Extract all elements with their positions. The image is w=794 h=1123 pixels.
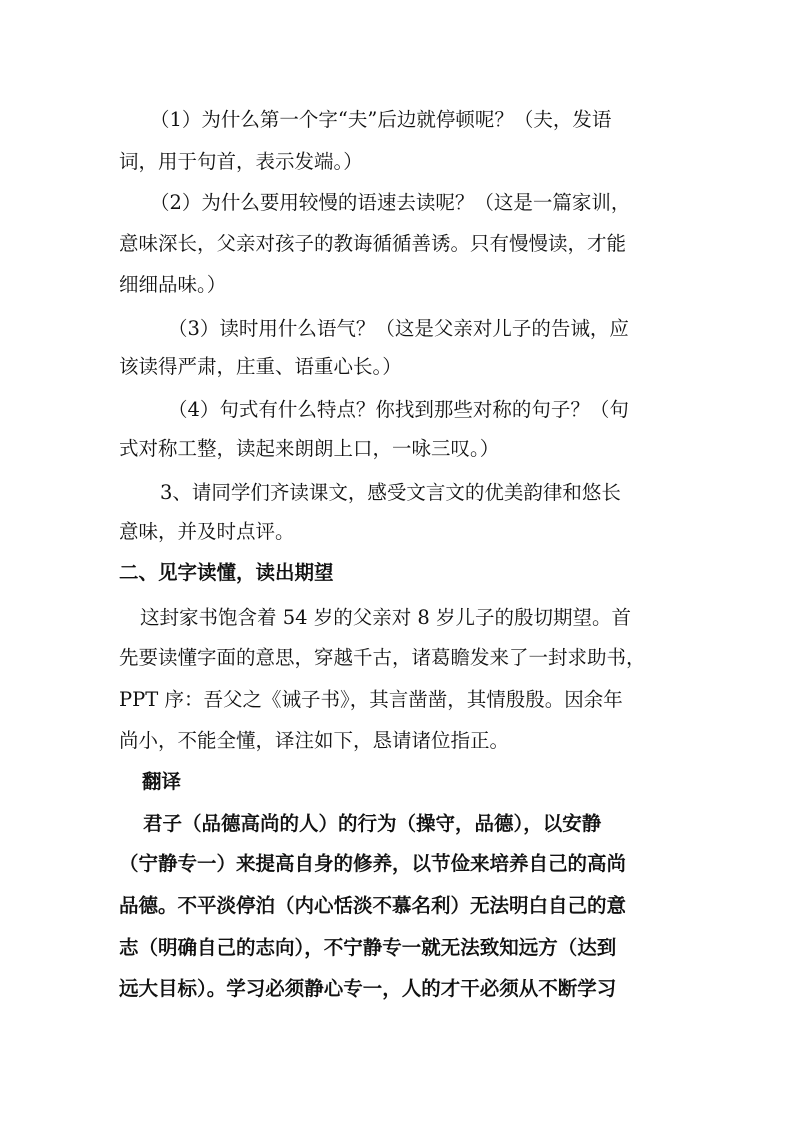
text-line: 志（明确自己的志向），不宁静专一就无法致知远方（达到 — [119, 936, 617, 959]
section-heading: 二、见字读懂，读出期望 — [119, 561, 334, 584]
text-line: （宁静专一）来提高自身的修养，以节俭来培养自己的高尚 — [119, 852, 627, 875]
text-line: 意味深长，父亲对孩子的教诲循循善诱。只有慢慢读，才能 — [119, 232, 627, 255]
text-line: 远大目标）。学习必须静心专一，人的才干必须从不断学习 — [119, 977, 617, 1000]
text-line: 品德。不平淡停泊（内心恬淡不慕名利）无法明白自己的意 — [119, 894, 627, 917]
text-line: （4）句式有什么特点？你找到那些对称的句子？（句 — [168, 398, 629, 421]
text-line: PPT 序：吾父之《诫子书》，其言凿凿，其情殷殷。因余年 — [119, 688, 623, 711]
text-line: 该读得严肃，庄重、语重心长。） — [119, 355, 402, 378]
subheading-translation: 翻译 — [142, 770, 182, 793]
text-line: 式对称工整，读起来朗朗上口，一咏三叹。） — [119, 437, 500, 460]
text-line: （1）为什么第一个字“夫”后边就停顿呢？（夫，发语 — [150, 108, 612, 131]
text-line: （2）为什么要用较慢的语速去读呢？（这是一篇家训， — [150, 191, 631, 214]
text-line: 尚小，不能全懂，译注如下，恳请诸位指正。 — [119, 729, 510, 752]
text-line: （3）读时用什么语气？（这是父亲对儿子的告诫，应 — [168, 317, 629, 340]
text-line: 先要读懂字面的意思，穿越千古，诸葛瞻发来了一封求助书， — [119, 646, 646, 669]
text-line: 细细品味。） — [119, 273, 227, 296]
text-line: 意味，并及时点评。 — [119, 520, 295, 543]
text-line: 君子（品德高尚的人）的行为（操守，品德），以安静 — [143, 812, 602, 835]
text-line: 3、请同学们齐读课文，感受文言文的优美韵律和悠长 — [160, 481, 621, 504]
text-line: 这封家书饱含着 54 岁的父亲对 8 岁儿子的殷切期望。首 — [140, 606, 632, 629]
text-line: 词，用于句首，表示发端。） — [119, 150, 363, 173]
